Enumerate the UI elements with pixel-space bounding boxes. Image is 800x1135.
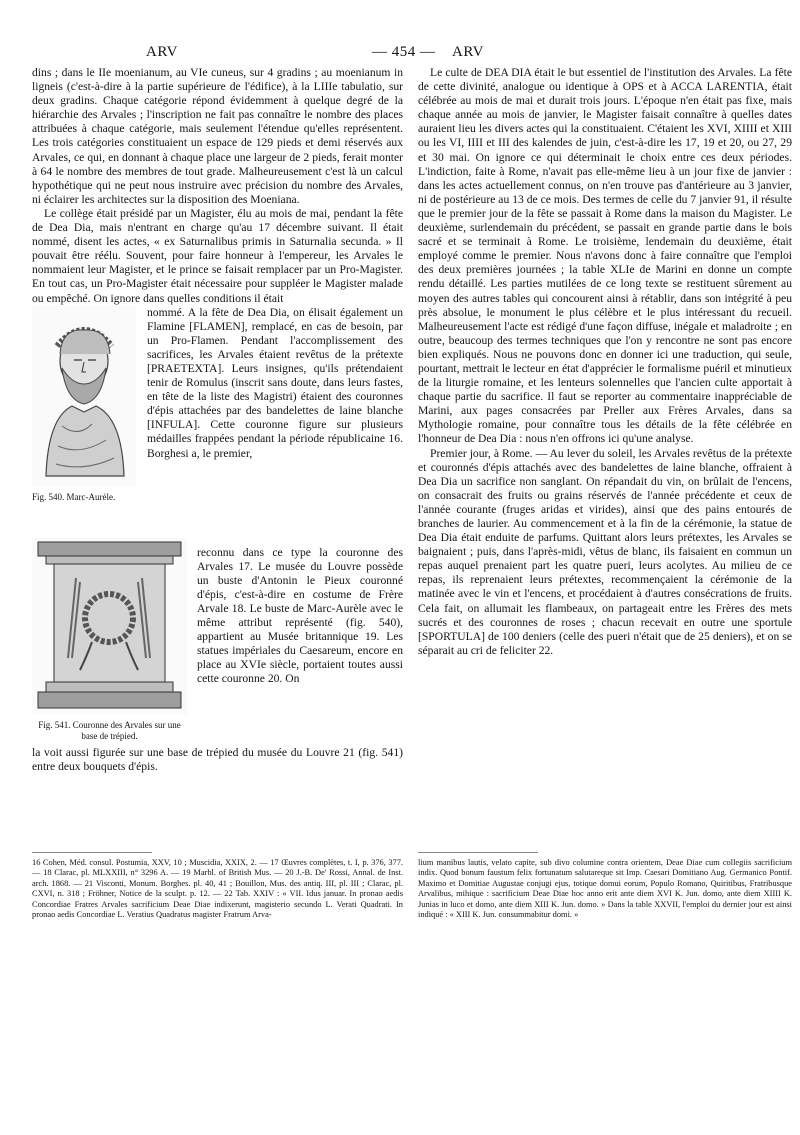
left-column bbox=[32, 66, 403, 776]
right-paragraph-2: Premier jour, à Rome. — Au lever du soleil, les Arvales revêtus de la prétexte et couronnés d'épis attachés avec des bandelettes de laine blanche, offraient à Dea Dia un sacrifice non sanglant. On répandait du vin, on brûlait de l'encens, on consacrait des fruits ou grains réservés de l'année précédente et ceux de l'année courante (fruges aridas et virides), ainsi que des pains entourés de branches de laurier. Au commencement et à la fin de la cérémonie, la statue de Dea Dia était enduite de parfums. Quittant alors leurs prétextes, les Arvales se baignaient ; puis, dans l'après-midi, vêtus de blanc, ils faisaient en commun un repas auquel prenaient part les quatre pueri, leurs acolytes. Au milieu de ce repas, ils reprenaient leurs prétextes, recommençaient la cérémonie de la matinée avec le vin et l'encens, et procédaient à d'autres consécrations de fruits. Cela fait, on allumait les flambeaux, on partageait entre les Frères des mets sucrés et des couronnes de roses ; chacun recevait en outre une sportule [SPORTULA] de 100 deniers (celle des pueri n'était que de 25 deniers), et on se séparait au cri de feliciter 22. bbox=[418, 446, 792, 657]
figure-540-caption: Fig. 540. Marc-Aurèle. bbox=[32, 491, 116, 502]
figure-540 bbox=[32, 306, 136, 502]
left-paragraph-2: Le collège était présidé par un Magister, élu au mois de mai, pendant la fête de Dea Dia, mais n'entrant en charge qu'au 17 décembre suivant. Il était nommé, disent les actes, « ex Saturnalibus primis in Saturnalia secunda. » Il pouvait être réélu. Souvent, pour faire honneur à l'empereur, les Arvales le nommaient leur Magister, et le prince se faisait remplacer par un Pro-Magister. En tout cas, un Pro-Magister était nécessaire pour suppléer le Magister malade ou empêché. On ignore dans quelles conditions il était bbox=[32, 206, 403, 305]
footnote-rule-right bbox=[418, 852, 538, 853]
running-head-right: ARV bbox=[452, 44, 484, 60]
footnote-rule-left bbox=[32, 852, 152, 853]
right-column bbox=[418, 66, 792, 658]
figure-541 bbox=[32, 538, 187, 746]
figure-541-caption: Fig. 541. Couronne des Arvales sur une base de trépied. bbox=[38, 719, 181, 741]
left-paragraph-1: dins ; dans le IIe moenianum, au VIe cuneus, sur 4 gradins ; au moenianum in ligneis (c'est-à-dire à la partie supérieure de l'édifice), à la LIIIe tabulatio, sur deux gradins. Chaque catégorie répond évidemment à quelque degré de la hiérarchie des Arvales ; l'inscription ne fait pas connaître le nombre des places attribuées à chaque catégorie, mais seulement l'étendue qu'elles représentent. Les trois catégories constituaient un espace de 129 pieds et demi réservés aux Arvales, ce qui, en donnant à chaque place une largeur de 2 pieds, ferait monter à 64 le nombre des membres de tout grade. Malheureusement c'est là un calcul hypothétique qui ne peut nous instruire avec précision du nombre des Arvales, ni éclairer les architectes sur la disposition des Moeniana. bbox=[32, 66, 403, 206]
footnotes-left: 16 Cohen, Méd. consul. Postumia, XXV, 10 ; Muscidia, XXIX, 2. — 17 Œuvres complètes, t. I, p. 376, 377. — 18 Clarac, pl. MLXXIII, n° 3296 A. — 19 Marbl. of British Mus. — 20 J.-B. De' Rossi, Annal. de Inst. arch. 1868. — 21 Visconti, Monum. Borghes. pl. 40, 41 ; Bouillon, Mus. des antiq. III, pl. III ; Clarac, pl. CXVI, n. 318 ; Fröhner, Notice de la sculpt. p. 12. — 22 Tab. XXIV : « VII. Idus januar. In pronao aedis Concordiae Fratres Arvales sacrificium Deae Diae indixerunt, magisterio secundo L. Verati Quadrati. In pronao aedis Concordiae L. Veratius Quadratus magister Fratrum Arva- bbox=[32, 858, 403, 920]
figure-wrap-area bbox=[32, 306, 403, 776]
left-text-beside-fig541: reconnu dans ce type la couronne des Arvales 17. Le musée du Louvre possède un buste d'Antonin le Pieux couronné d'épis, c'est-à-dire en costume de Frère Arvale 18. Le buste de Marc-Aurèle avec le même attribut représenté (fig. 540), appartient au Musée britannique 19. Les statues impériales du Caesareum, encore en place au XVIe siècle, portaient toutes aussi cette couronne 20. On bbox=[197, 545, 403, 686]
left-text-after-figures: la voit aussi figurée sur une base de trépied du musée du Louvre 21 (fig. 541) entre deux bouquets d'épis. bbox=[32, 745, 403, 773]
running-head-left: ARV bbox=[146, 44, 178, 60]
left-text-beside-fig540: nommé. A la fête de Dea Dia, on élisait également un Flamine [FLAMEN], remplacé, en cas de besoin, par un Pro-Flamen. Pendant l'accomplissement des sacrifices, les Arvales étaient revêtus de la prétexte [PRAETEXTA]. Leurs insignes, qu'ils prétendaient tenir de Romulus (inscrit sans doute, dans leurs fastes, en tête de la liste des Magistri) étaient des couronnes d'épis attachées par des bandelettes de laine blanche [INFULA]. Cette couronne figure sur plusieurs médailles frappées pendant la période républicaine 16. Borghesi a, le premier, bbox=[147, 305, 403, 460]
page-number: — 454 — bbox=[372, 44, 436, 60]
bust-figure bbox=[32, 306, 136, 486]
tripod-base-figure bbox=[32, 538, 187, 714]
footnotes-right: lium manibus lautis, velato capite, sub divo columine contra orientem, Deae Diae cum collegiis sacrificium indix. Quod bonum faustum felix fortunatum salutareque sit Imp. Caesari Domitiano Aug. Germanico Pontif. Maximo et Domitiae Augustae conjugi ejus, totique domui eorum, Populo Romano, Quiritibus, Fratribusque Arvalibus, mihique : sacrificium Deae Diae hoc anno erit ante diem XVI K. Jun. domo, ante diem XIIII K. Junias in luco et domo, ante diem XIII K. Jun. domo. » Dans la table XXVII, l'emploi du dernier jour est ainsi indiqué : « XIII K. Jun. consummabitur domi. » bbox=[418, 858, 792, 920]
right-paragraph-1: Le culte de DEA DIA était le but essentiel de l'institution des Arvales. La fête de cette divinité, analogue ou identique à OPS et à ACCA LARENTIA, était célébrée au mois de mai et durait trois jours. L'époque n'en était pas fixe, mais chaque année au mois de janvier, le Magister faisait connaître à quelles dates auraient lieu les divers actes qui la constituaient. C'étaient les XVI, XIIII et XIII ou les VI, IIII et III des kalendes de juin, c'est-à-dire les 17, 19 et 20, ou 27, 29 et 30 mai. On ignore ce qui déterminait le choix entre ces deux périodes. L'indiction, faite à Rome, n'avait pas elle-même lieu à un jour fixe de janvier : dans les actes actuellement connus, on n'en trouve pas d'antérieure au 3 janvier, ni de postérieure au 13 de ce mois. Des termes de celle du 7 janvier 91, il résulte que le premier jour de la fête se passait à Rome dans la maison du Magister. Le deuxième, surlendemain du précédent, se passait en grande partie dans le bois sacré et se terminait à Rome. Le troisième, lendemain du deuxième, était employé comme le premier. Nous n'avons donc à faire connaître que l'emploi des deux premières journées ; la table XLIe de Marini en donne un compte rendu détaillé. Les parties mutilées de ce long texte se restituent sûrement au moyen des autres tables qui concourent ainsi à rétablir, dans son intégrité à peu près absolue, le monument le plus célèbre et le plus intéressant du recueil. Malheureusement l'acte est rédigé d'une façon diffuse, inégale et maladroite ; en outre, beaucoup des termes techniques que l'on y rencontre ne sont pas encore bien expliqués. Nous ne pouvons donc en donner ici une traduction, qui seule, pourtant, mettrait le lecteur en état d'apprécier le formalisme puéril et minutieux de la liturgie romaine, et les lenteurs solennelles que l'ancien culte apportait à chaque partie du sacrifice. Il faut se reporter au commentaire inappréciable de Marini, aux pages consacrées par Preller aux Frères Arvales, dans sa Mythologie romaine, pour connaître tous les détails de la fête célébrée en l'honneur de Dea Dia : nous n'en offrons ici qu'une analyse. bbox=[418, 66, 792, 446]
